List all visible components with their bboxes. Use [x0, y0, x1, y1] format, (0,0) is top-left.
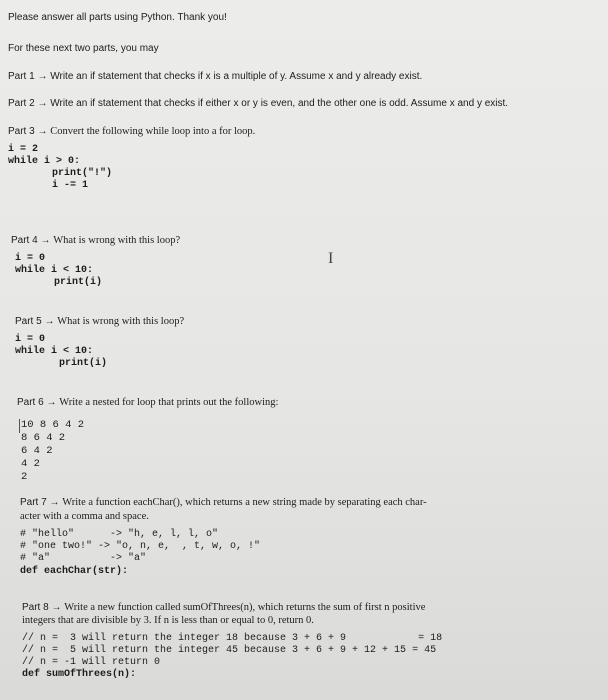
output-line: 6 4 2 [21, 445, 53, 457]
code-line: def sumOfThrees(n): [22, 669, 137, 680]
arrow-right-icon: → [37, 98, 48, 109]
arrow-right-icon: → [37, 71, 48, 82]
intro-line-2: For these next two parts, you may [8, 43, 159, 54]
code-line: while i < 10: [15, 346, 94, 357]
code-line: # "one two!" -> "o, n, e, , t, w, o, !" [20, 541, 261, 552]
part4-label: Part 4 [11, 235, 38, 246]
part1-label: Part 1 [8, 71, 35, 82]
arrow-right-icon: → [51, 602, 62, 613]
part7-heading [20, 497, 427, 509]
code-line: // n = -1 will return 0 [22, 657, 161, 668]
output-line: 10 8 6 4 2 [21, 419, 85, 431]
part2-label: Part 2 [8, 98, 35, 109]
part3-label: Part 3 [8, 126, 35, 137]
part6-text: Write a nested for loop that prints out the following: [59, 397, 279, 408]
part2-heading [8, 98, 508, 110]
output-line: 8 6 4 2 [21, 432, 66, 444]
code-line: // n = 3 will return the integer 18 because 3 + 6 + 9 = 18 [22, 633, 443, 644]
code-line: i = 2 [8, 144, 39, 155]
part8-heading [22, 602, 425, 614]
output-box-edge [19, 419, 20, 433]
text-cursor-icon: I [328, 250, 334, 267]
code-line: i -= 1 [28, 180, 89, 191]
code-line: // n = 5 will return the integer 45 because 3 + 6 + 9 + 12 + 15 = 45 [22, 645, 437, 656]
part5-label: Part 5 [15, 316, 42, 327]
arrow-right-icon: → [49, 497, 60, 508]
arrow-right-icon: → [44, 316, 55, 327]
code-line: # "hello" -> "h, e, l, l, o" [20, 529, 219, 540]
code-line: print(i) [35, 358, 108, 369]
part6-heading [17, 397, 278, 409]
part3-text: Convert the following while loop into a for loop. [50, 126, 256, 137]
part7-text-line-2: acter with a comma and space. [20, 511, 149, 522]
part1-text: Write an if statement that checks if x is a multiple of y. Assume x and y already exist. [50, 71, 423, 82]
code-line: i = 0 [15, 253, 46, 264]
code-line: print("!") [28, 168, 113, 179]
part7-label: Part 7 [20, 497, 47, 508]
part4-heading [11, 235, 180, 247]
code-line: while i < 10: [15, 265, 94, 276]
output-line: 2 [21, 471, 28, 483]
part3-heading [8, 126, 255, 138]
part4-text: What is wrong with this loop? [53, 235, 181, 246]
part1-heading [8, 71, 422, 83]
code-line: def eachChar(str): [20, 566, 129, 577]
code-line: print(i) [30, 277, 103, 288]
part8-label: Part 8 [22, 602, 49, 613]
code-line: while i > 0: [8, 156, 81, 167]
part6-label: Part 6 [17, 397, 44, 408]
part5-text: What is wrong with this loop? [57, 316, 185, 327]
part7-text-line-1: Write a function eachChar(), which returns a new string made by separating each char- [62, 497, 427, 508]
part5-heading [15, 316, 184, 328]
code-line: # "a" -> "a" [20, 553, 147, 564]
part8-text-line-1: Write a new function called sumOfThrees(n), which returns the sum of first n positive [64, 602, 426, 613]
output-line: 4 2 [21, 458, 40, 470]
arrow-right-icon: → [46, 397, 57, 408]
arrow-right-icon: → [40, 235, 51, 246]
arrow-right-icon: → [37, 126, 48, 137]
intro-line-1: Please answer all parts using Python. Thank you! [8, 12, 227, 23]
part8-text-line-2: integers that are divisible by 3. If n is less than or equal to 0, return 0. [22, 615, 314, 626]
part2-text: Write an if statement that checks if either x or y is even, and the other one is odd. Assume x and y exist. [50, 98, 509, 109]
code-line: i = 0 [15, 334, 46, 345]
